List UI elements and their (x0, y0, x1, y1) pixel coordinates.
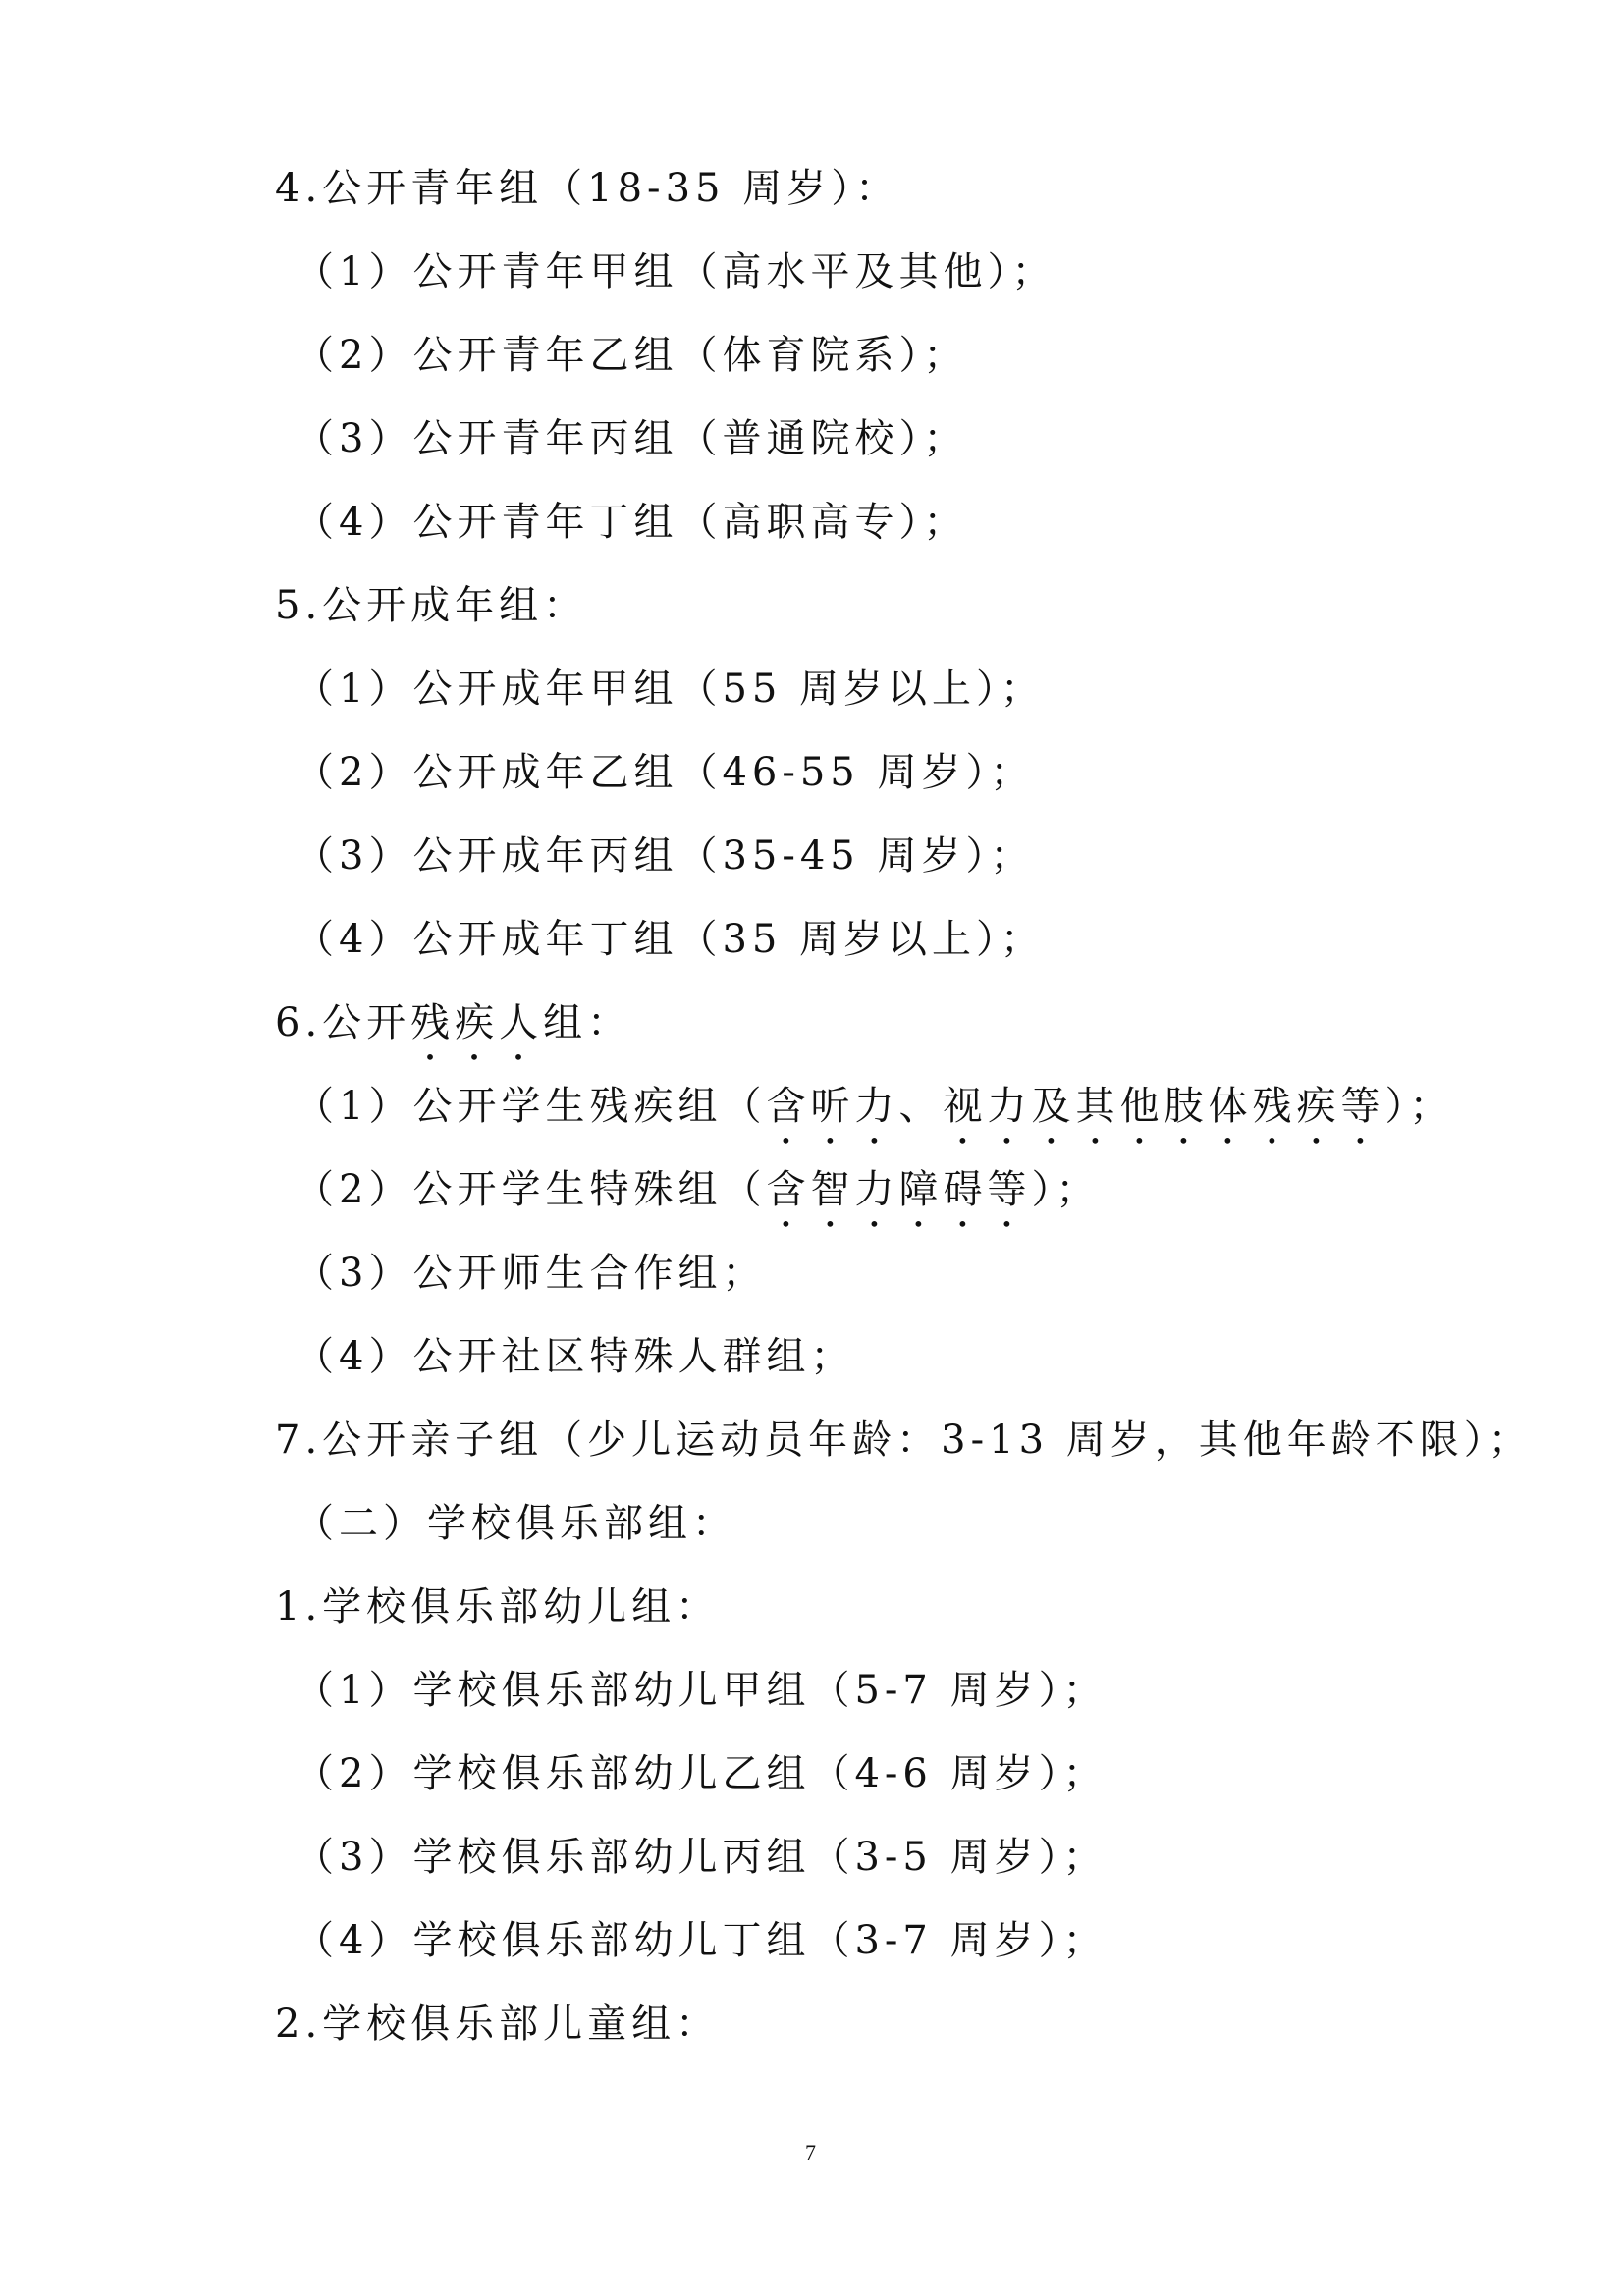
section-heading-kindergarten-group: 1.学校俱乐部幼儿组： (275, 1584, 721, 1629)
list-item: （2）公开成年乙组（46-55 周岁）； (295, 750, 1035, 795)
list-item: （1）公开成年甲组（55 周岁以上）； (295, 667, 1046, 712)
list-item: （3）公开师生合作组； (295, 1251, 767, 1296)
list-item: （3）公开成年丙组（35-45 周岁）； (295, 833, 1035, 879)
text-segment: （1）公开学生残疾组（ (295, 1084, 767, 1129)
list-item: （1）公开青年甲组（高水平及其他）； (295, 249, 1056, 294)
list-item: （4）公开社区特殊人群组； (295, 1334, 855, 1379)
list-item: （4）公开青年丁组（高职高专）； (295, 500, 968, 545)
section-heading-children-group: 2.学校俱乐部儿童组： (275, 2002, 721, 2047)
list-item: （1）学校俱乐部幼儿甲组（5-7 周岁）； (295, 1668, 1108, 1713)
text-segment: （2）公开学生特殊组（ (295, 1167, 767, 1212)
section-heading-youth-group: 4.公开青年组（18-35 周岁）： (275, 166, 900, 211)
text-segment: 组： (543, 1000, 632, 1045)
emphasized-text: 含听力、视力及其他肢体残疾等 (766, 1084, 1385, 1129)
list-item: （3）公开青年丙组（普通院校）； (295, 416, 968, 461)
page-number: 7 (805, 2140, 816, 2164)
section-heading-school-club: （二）学校俱乐部组： (295, 1501, 736, 1546)
section-heading-adult-group: 5.公开成年组： (275, 583, 588, 628)
list-item: （4）学校俱乐部幼儿丁组（3-7 周岁）； (295, 1918, 1108, 1963)
list-item (295, 1083, 1453, 1152)
text-segment: ）； (1384, 1084, 1454, 1129)
emphasized-text: 残疾人 (410, 1000, 544, 1045)
list-item: （4）公开成年丁组（35 周岁以上）； (295, 917, 1046, 962)
text-segment: 6.公开 (275, 1000, 411, 1045)
emphasized-text: 含智力障碍等 (766, 1167, 1032, 1212)
list-item: （2）学校俱乐部幼儿乙组（4-6 周岁）； (295, 1751, 1108, 1796)
list-item: （2）公开青年乙组（体育院系）； (295, 333, 968, 378)
section-heading-disabled-group (275, 999, 631, 1069)
text-segment: ）； (1031, 1167, 1101, 1212)
list-item (295, 1166, 1100, 1236)
section-heading-parent-child-group: 7.公开亲子组（少儿运动员年龄：3-13 周岁，其他年龄不限）； (275, 1417, 1533, 1463)
list-item: （3）学校俱乐部幼儿丙组（3-5 周岁）； (295, 1835, 1108, 1880)
